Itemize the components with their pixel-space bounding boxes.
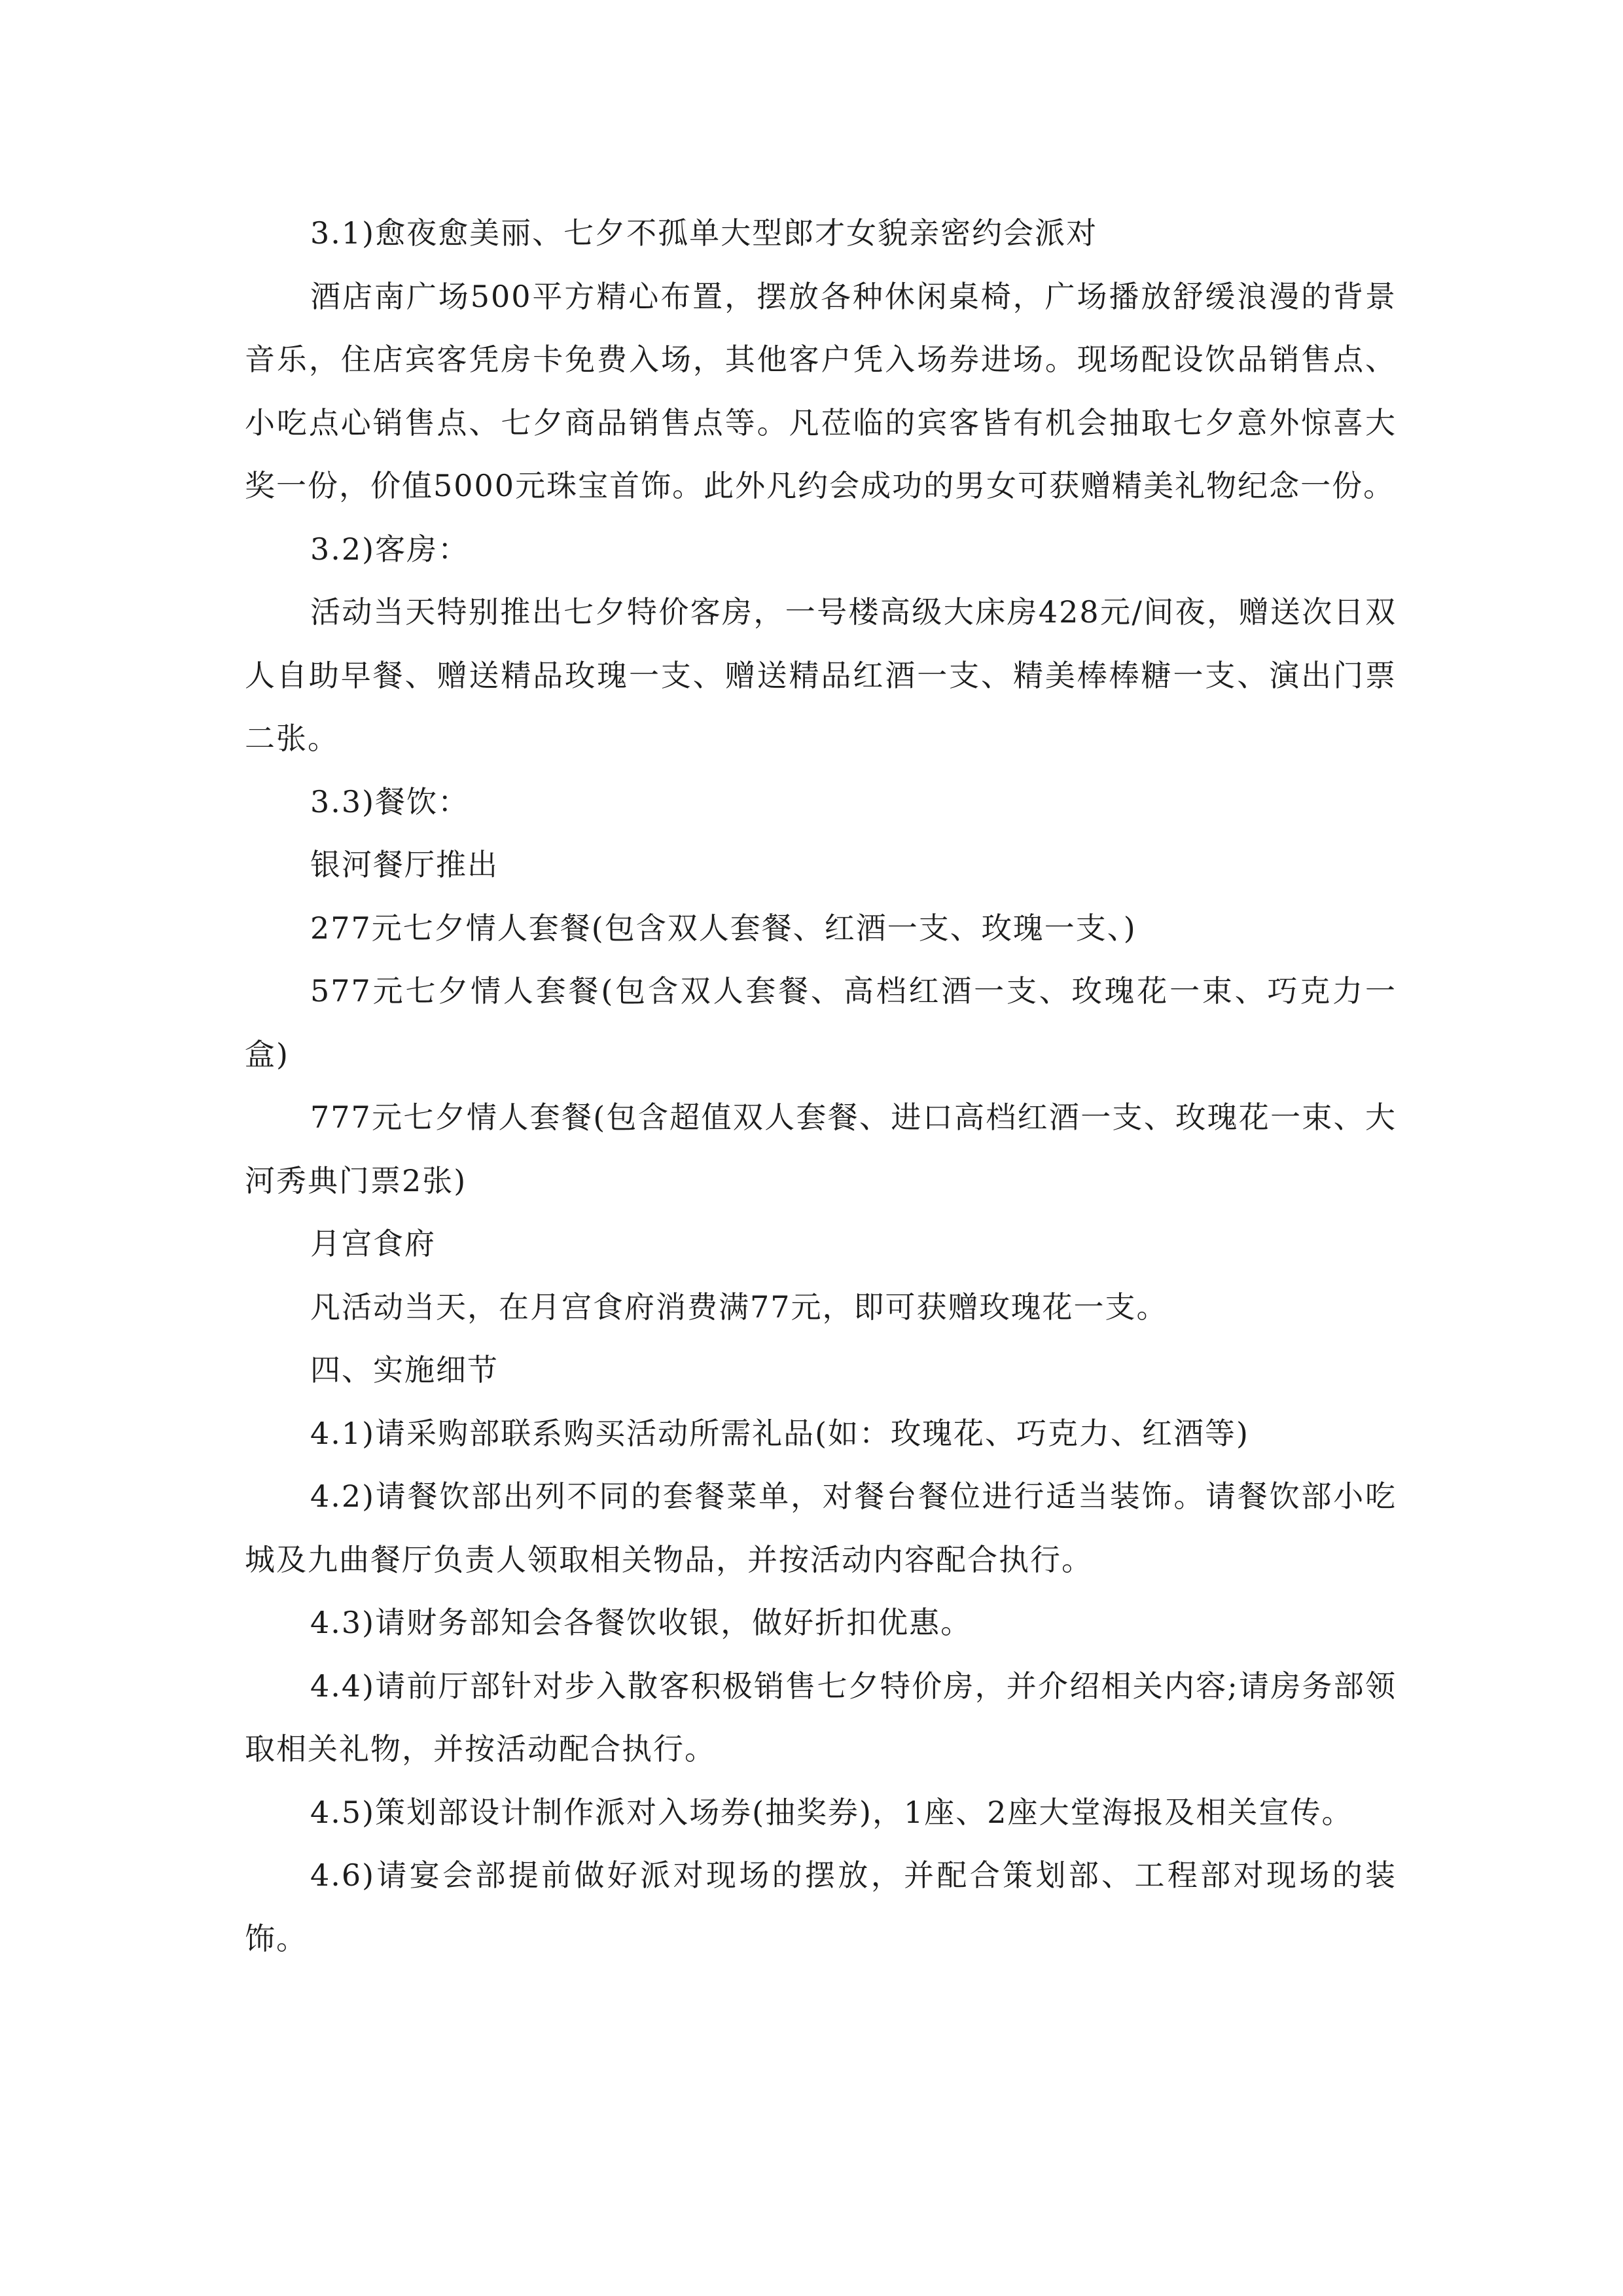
paragraph-moon-palace-offer: 凡活动当天，在月宫食府消费满77元，即可获赠玫瑰花一支。 xyxy=(310,1289,1168,1325)
document-body xyxy=(245,202,1397,1970)
paragraph-section-4-title: 四、实施细节 xyxy=(310,1352,499,1388)
paragraph-4-6: 4.6)请宴会部提前做好派对现场的摆放，并配合策划部、工程部对现场的装饰。 xyxy=(245,1857,1397,1956)
paragraph-moon-palace-name: 月宫食府 xyxy=(310,1226,436,1261)
paragraph-room-offer: 活动当天特别推出七夕特价客房，一号楼高级大床房428元/间夜，赠送次日双人自助早餐、赠送精品玫瑰一支、赠送精品红酒一支、精美棒棒糖一支、演出门票二张。 xyxy=(245,594,1397,756)
paragraph-set-menu-577: 577元七夕情人套餐(包含双人套餐、高档红酒一支、玫瑰花一束、巧克力一盒) xyxy=(245,973,1397,1072)
paragraph-3-1-title: 3.1)愈夜愈美丽、七夕不孤单大型郎才女貌亲密约会派对 xyxy=(310,215,1098,251)
paragraph-restaurant-name: 银河餐厅推出 xyxy=(310,847,499,882)
paragraph-party-description: 酒店南广场500平方精心布置，摆放各种休闲桌椅，广场播放舒缓浪漫的背景音乐，住店宾客凭房卡免费入场，其他客户凭入场券进场。现场配设饮品销售点、小吃点心销售点、七夕商品销售点等。凡莅临的宾客皆有机会抽取七夕意外惊喜大奖一份，价值5000元珠宝首饰。此外凡约会成功的男女可获赠精美礼物纪念一份。 xyxy=(245,278,1397,503)
paragraph-4-4: 4.4)请前厅部针对步入散客积极销售七夕特价房，并介绍相关内容;请房务部领取相关礼物，并按活动配合执行。 xyxy=(245,1668,1397,1767)
paragraph-3-2-title: 3.2)客房： xyxy=(310,531,470,567)
paragraph-set-menu-777: 777元七夕情人套餐(包含超值双人套餐、进口高档红酒一支、玫瑰花一束、大河秀典门票2张) xyxy=(245,1100,1397,1198)
paragraph-4-5: 4.5)策划部设计制作派对入场券(抽奖券)，1座、2座大堂海报及相关宣传。 xyxy=(310,1794,1353,1830)
paragraph-set-menu-277: 277元七夕情人套餐(包含双人套餐、红酒一支、玫瑰一支、) xyxy=(310,910,1137,946)
paragraph-3-3-title: 3.3)餐饮： xyxy=(310,783,470,819)
paragraph-4-1: 4.1)请采购部联系购买活动所需礼品(如：玫瑰花、巧克力、红酒等) xyxy=(310,1415,1249,1451)
paragraph-4-2: 4.2)请餐饮部出列不同的套餐菜单，对餐台餐位进行适当装饰。请餐饮部小吃城及九曲餐厅负责人领取相关物品，并按活动内容配合执行。 xyxy=(245,1479,1397,1577)
paragraph-4-3: 4.3)请财务部知会各餐饮收银，做好折扣优惠。 xyxy=(310,1605,972,1640)
